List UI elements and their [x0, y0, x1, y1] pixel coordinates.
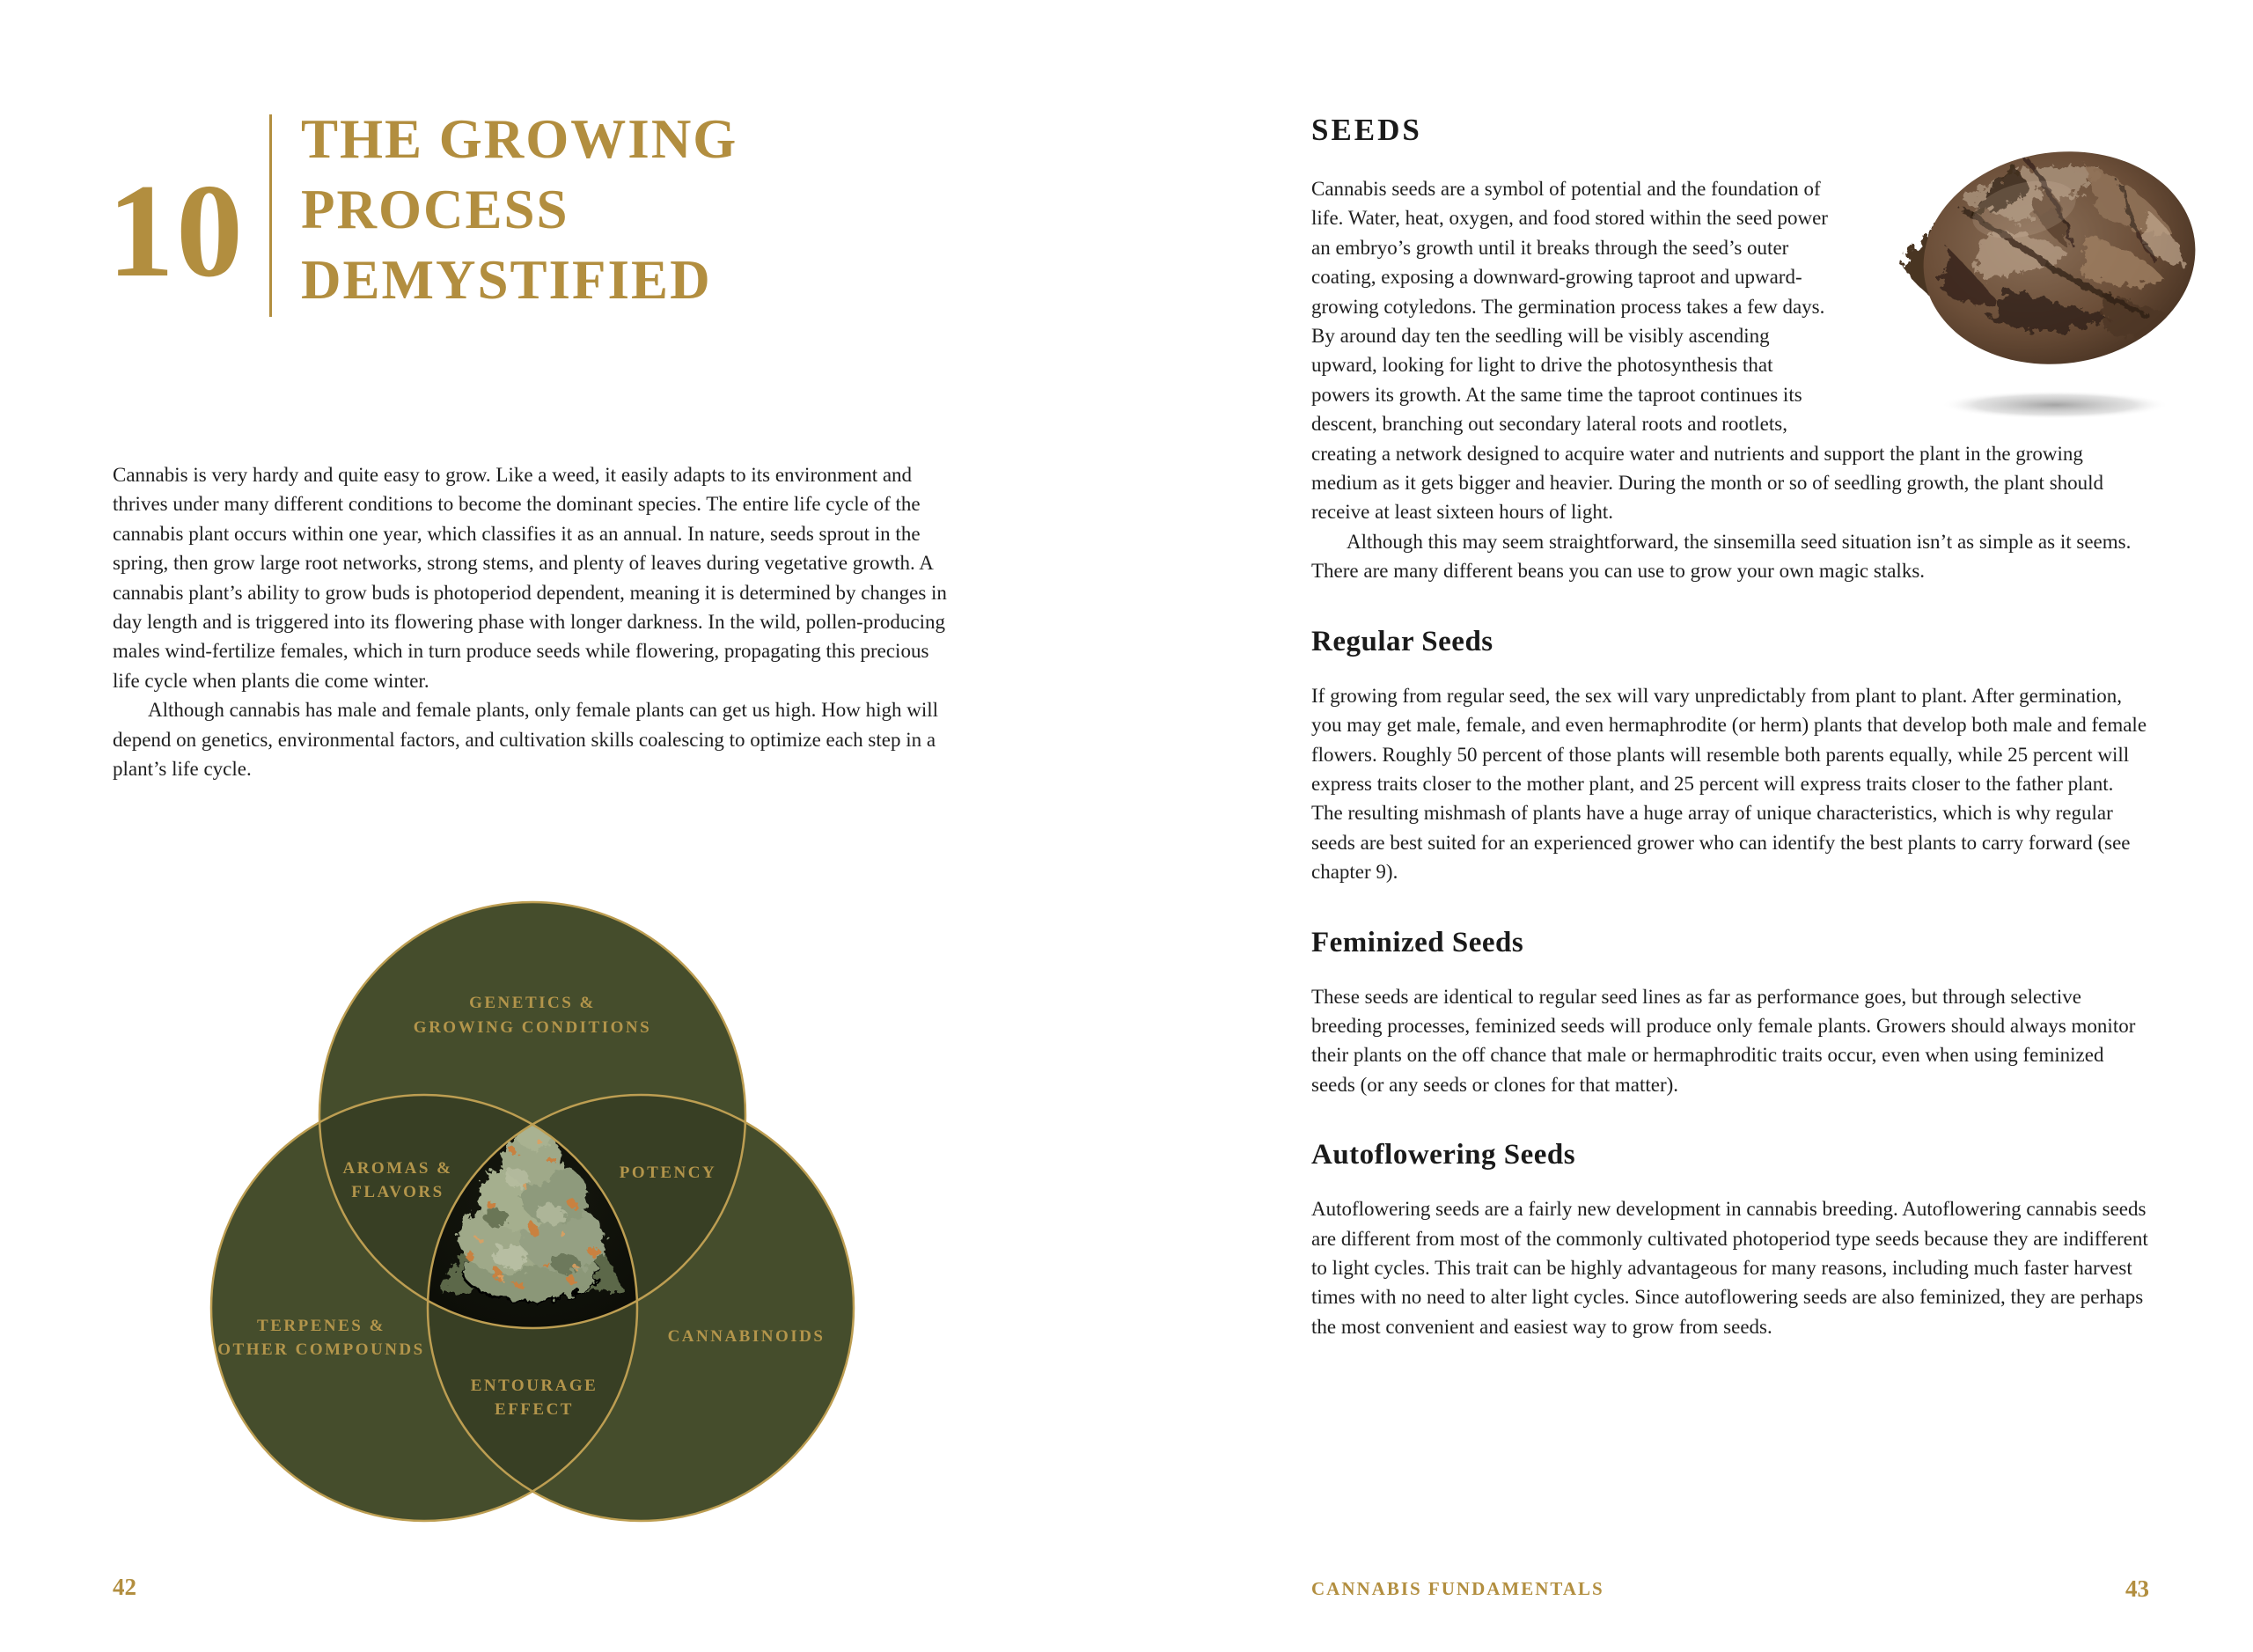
feminized-seeds-body: These seeds are identical to regular seed lines as far as performance goes, but through selective breeding processes, feminized seeds will produce only female plants. Growers should always monitor their plants on the off chance that male or hermaphroditic traits occur, even when using feminized seeds (or any seeds or clones for that matter).: [1311, 985, 2136, 1096]
venn-label-aromas: AROMAS &: [342, 1159, 453, 1178]
chapter-number: 10: [107, 157, 245, 305]
venn-label-potency: POTENCY: [619, 1164, 717, 1182]
venn-diagram-svg: [119, 887, 955, 1569]
page-number-right: 43: [2125, 1575, 2149, 1602]
intro-paragraph: Although cannabis has male and female plants, only female plants can get us high. How high will depend on genetics, environmental factors, and cultivation skills coalescing to optimize each step in a plant’s life cycle.: [113, 699, 939, 781]
seeds-paragraph: Although this may seem straightforward, the sinsemilla seed situation isn’t as simple as it seems. There are many different beans you can use to grow your own magic stalks.: [1311, 530, 2132, 583]
intro-paragraph: Cannabis is very hardy and quite easy to grow. Like a weed, it easily adapts to its environment and thrives under many different conditions to become the dominant species. The entire life cycle of the cannabis plant occurs within one year, which classifies it as an annual. In nature, seeds sprout in the spring, then grow large root networks, strong stems, and plenty of leaves during vegetative growth. A cannabis plant’s ability to grow buds is photoperiod dependent, meaning it is determined by changes in day length and is triggered into its flowering phase with longer darkness. In the wild, pollen-producing males wind-fertilize females, which in turn produce seeds while flowering, propagating this precious life cycle when plants die come winter.: [113, 464, 947, 692]
venn-label-cannabinoids: CANNABINOIDS: [667, 1327, 826, 1346]
venn-label-genetics: GENETICS &: [469, 994, 596, 1012]
venn-label-terpenes-line2: OTHER COMPOUNDS: [217, 1340, 425, 1359]
running-footer: CANNABIS FUNDAMENTALS: [1311, 1578, 1604, 1599]
seeds-paragraph-text: Cannabis seeds are a symbol of potential and the foundation of life. Water, heat, oxygen, and food stored within the seed power an embryo’s growth until it breaks through the seed’s outer coating, exposing a downward-growing taproot and upward-growing cotyledons. The germination process takes a few days. By around day ten the seedling will be visibly ascending upward, looking for light to drive the photosynthesis that powers its growth. At the same time the taproot continues its descent, branching out secondary lateral roots and rootlets, creating a network designed to acquire water and nutrients and support the plant in the growing medium as it gets bigger and heavier. During the month or so of seedling growth, the plant should receive at least sixteen hours of light.: [1311, 178, 2104, 524]
venn-label-aromas-line2: FLAVORS: [351, 1183, 444, 1201]
venn-label-genetics-line2: GROWING CONDITIONS: [413, 1018, 652, 1037]
subsection-heading-regular-seeds: Regular Seeds: [1311, 625, 1493, 657]
autoflowering-seeds-body: Autoflowering seeds are a fairly new development in cannabis breeding. Autoflowering cannabis seeds are different from most of the commonly cultivated photoperiod type seeds because they are indifferent to light cycles. This trait can be highly advantageous for many reasons, including much faster harvest times with no need to alter light cycles. Since autoflowering seeds are also feminized, they are perhaps the most convenient and easiest way to grow from seeds.: [1311, 1198, 2148, 1338]
page-number-left: 42: [113, 1574, 136, 1600]
chapter-title-line: PROCESS: [301, 179, 569, 240]
regular-seeds-body: If growing from regular seed, the sex will vary unpredictably from plant to plant. After germination, you may get male, female, and even hermaphrodite (or herm) plants that develop both male and female flowers. Roughly 50 percent of those plants will resemble both parents equally, while 25 percent will express traits closer to the mother plant, and 25 percent will express traits closer to the father plant. The resulting mishmash of plants have a huge array of unique characteristics, which is why regular seeds are best suited for an experienced grower who can identify the best plants to carry forward (see chapter 9).: [1311, 684, 2147, 884]
cannabis-seed-image: [1883, 104, 2227, 438]
venn-label-terpenes: TERPENES &: [257, 1317, 385, 1335]
chapter-title-line: THE GROWING: [301, 108, 738, 170]
venn-diagram: [119, 887, 955, 1569]
subsection-heading-feminized-seeds: Feminized Seeds: [1311, 926, 1524, 958]
chapter-intro: [113, 460, 950, 783]
cannabis-seed-svg: [1883, 104, 2227, 438]
chapter-title-divider: [269, 114, 272, 317]
subsection-heading-autoflowering-seeds: Autoflowering Seeds: [1311, 1139, 1576, 1171]
venn-label-entourage-line2: EFFECT: [495, 1400, 574, 1419]
section-heading-seeds: SEEDS: [1311, 113, 1422, 147]
venn-label-entourage: ENTOURAGE: [470, 1377, 598, 1395]
seed-shadow: [1941, 391, 2169, 419]
chapter-title-line: DEMYSTIFIED: [301, 249, 712, 311]
chapter-title: [301, 104, 738, 315]
